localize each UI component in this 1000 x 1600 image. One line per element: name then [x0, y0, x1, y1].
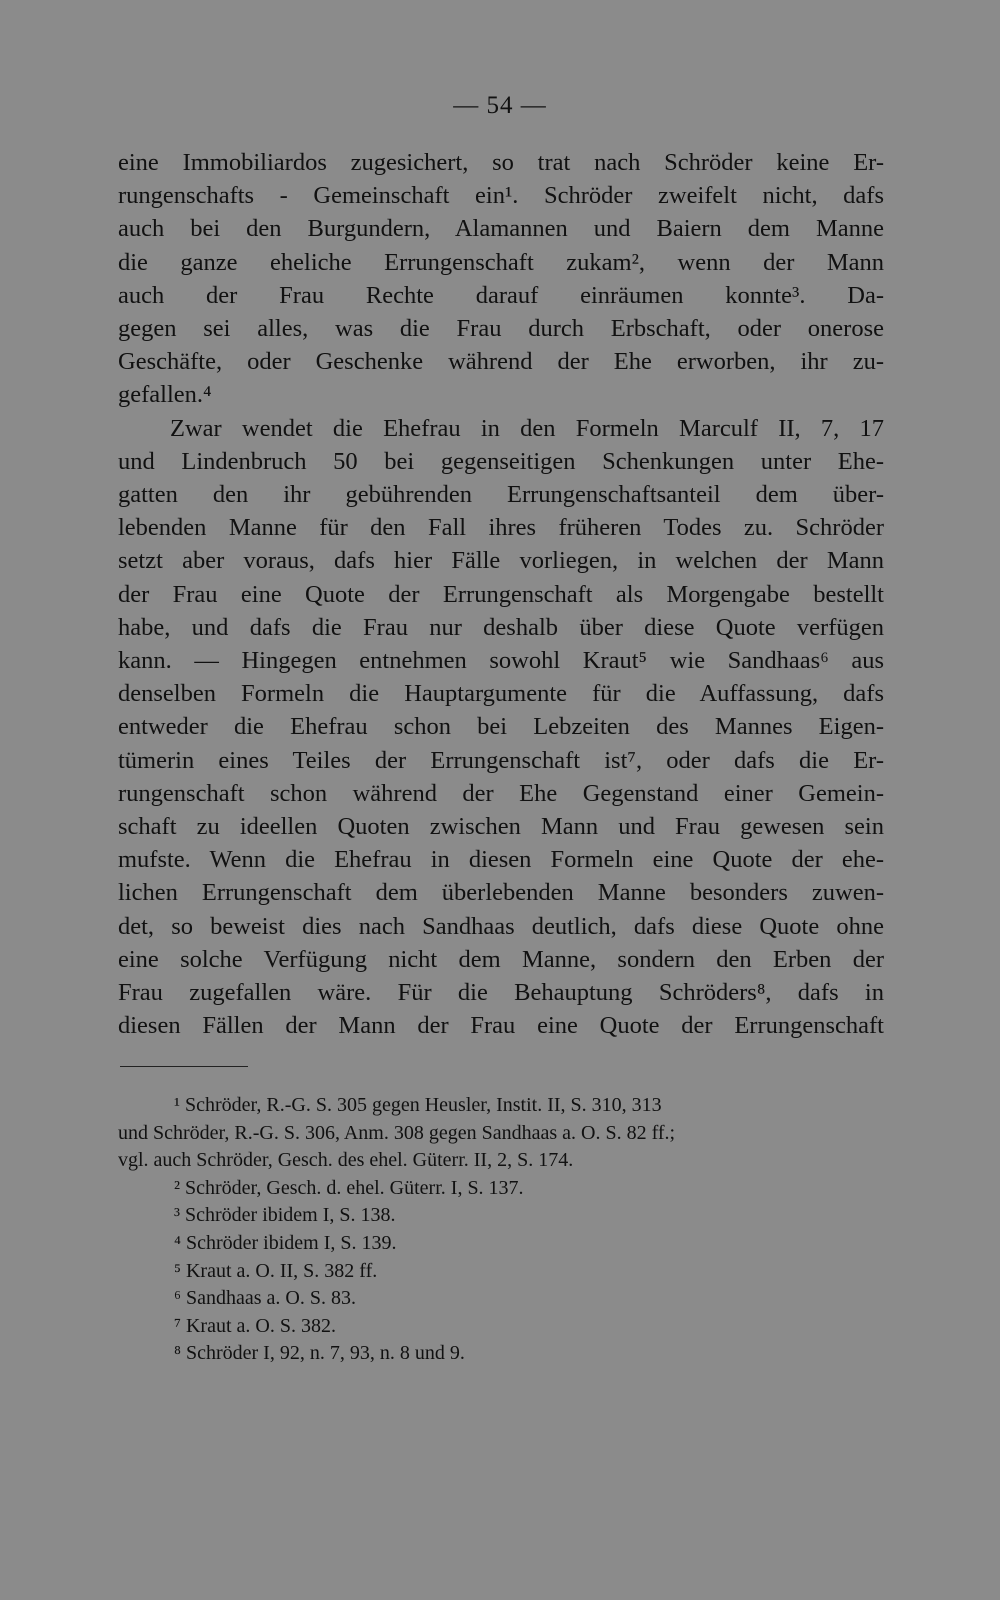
- footnote: ⁴ Schröder ibidem I, S. 139.: [174, 1231, 397, 1254]
- text-line: lebenden Manne für den Fall ihres früheren Todes zu. Schröder: [118, 514, 884, 542]
- text-line: Frau zugefallen wäre. Für die Behauptung Schröders⁸, dafs in: [118, 979, 884, 1007]
- text-line: der Frau eine Quote der Errungenschaft als Morgengabe bestellt: [118, 580, 884, 608]
- text-line: rungenschaft schon während der Ehe Gegenstand einer Gemein-: [118, 779, 884, 807]
- text-line: mufste. Wenn die Ehefrau in diesen Formeln eine Quote der ehe-: [118, 846, 884, 874]
- text-line: und Lindenbruch 50 bei gegenseitigen Schenkungen unter Ehe-: [118, 447, 884, 475]
- text-line: kann. — Hingegen entnehmen sowohl Kraut⁵ wie Sandhaas⁶ aus: [118, 647, 884, 675]
- text-line: det, so beweist dies nach Sandhaas deutlich, dafs diese Quote ohne: [118, 912, 884, 940]
- text-line: diesen Fällen der Mann der Frau eine Quote der Errungenschaft: [118, 1012, 884, 1040]
- text-line: eine Immobiliardos zugesichert, so trat nach Schröder keine Er-: [118, 149, 884, 176]
- footnote: ⁷ Kraut a. O. S. 382.: [174, 1314, 336, 1337]
- text-line: auch bei den Burgundern, Alamannen und Baiern dem Manne: [118, 215, 884, 243]
- text-line: Zwar wendet die Ehefrau in den Formeln Marculf II, 7, 17: [170, 414, 884, 442]
- footnote: ⁵ Kraut a. O. II, S. 382 ff.: [174, 1259, 378, 1282]
- footnote: ² Schröder, Gesch. d. ehel. Güterr. I, S. 137.: [174, 1176, 524, 1199]
- text-line: auch der Frau Rechte darauf einräumen konnte³. Da-: [118, 281, 884, 309]
- main-text: [118, 146, 884, 1042]
- text-line: Geschäfte, oder Geschenke während der Ehe erworben, ihr zu-: [118, 348, 884, 376]
- footnote: ⁶ Sandhaas a. O. S. 83.: [174, 1287, 356, 1310]
- text-line: gegen sei alles, was die Frau durch Erbschaft, oder onerose: [118, 315, 884, 343]
- text-line: gatten den ihr gebührenden Errungenschaftsanteil dem über-: [118, 481, 884, 509]
- text-line: eine solche Verfügung nicht dem Manne, sondern den Erben der: [118, 945, 884, 973]
- text-line: entweder die Ehefrau schon bei Lebzeiten des Mannes Eigen-: [118, 713, 884, 741]
- page-number: — 54 —: [453, 92, 547, 119]
- text-line: tümerin eines Teiles der Errungenschaft ist⁷, oder dafs die Er-: [118, 746, 884, 774]
- text-line: lichen Errungenschaft dem überlebenden Manne besonders zuwen-: [118, 879, 884, 907]
- footnote-continuation: und Schröder, R.-G. S. 306, Anm. 308 gegen Sandhaas a. O. S. 82 ff.;: [118, 1121, 676, 1144]
- text-line: gefallen.⁴: [118, 381, 212, 409]
- text-line: schaft zu ideellen Quoten zwischen Mann und Frau gewesen sein: [118, 813, 884, 841]
- footnote-separator: [120, 1066, 248, 1067]
- footnotes: [118, 1092, 888, 1368]
- text-line: setzt aber voraus, dafs hier Fälle vorliegen, in welchen der Mann: [118, 547, 884, 575]
- text-line: rungenschafts - Gemeinschaft ein¹. Schröder zweifelt nicht, dafs: [118, 182, 884, 210]
- text-line: die ganze eheliche Errungenschaft zukam², wenn der Mann: [118, 248, 884, 276]
- text-line: habe, und dafs die Frau nur deshalb über diese Quote verfügen: [118, 613, 884, 641]
- footnote: ³ Schröder ibidem I, S. 138.: [174, 1204, 396, 1227]
- footnote: ¹ Schröder, R.-G. S. 305 gegen Heusler, Instit. II, S. 310, 313: [174, 1094, 662, 1116]
- footnote-continuation: vgl. auch Schröder, Gesch. des ehel. Güterr. II, 2, S. 174.: [118, 1149, 574, 1172]
- text-line: denselben Formeln die Hauptargumente für die Auffassung, dafs: [118, 680, 884, 708]
- footnote: ⁸ Schröder I, 92, n. 7, 93, n. 8 und 9.: [174, 1342, 465, 1365]
